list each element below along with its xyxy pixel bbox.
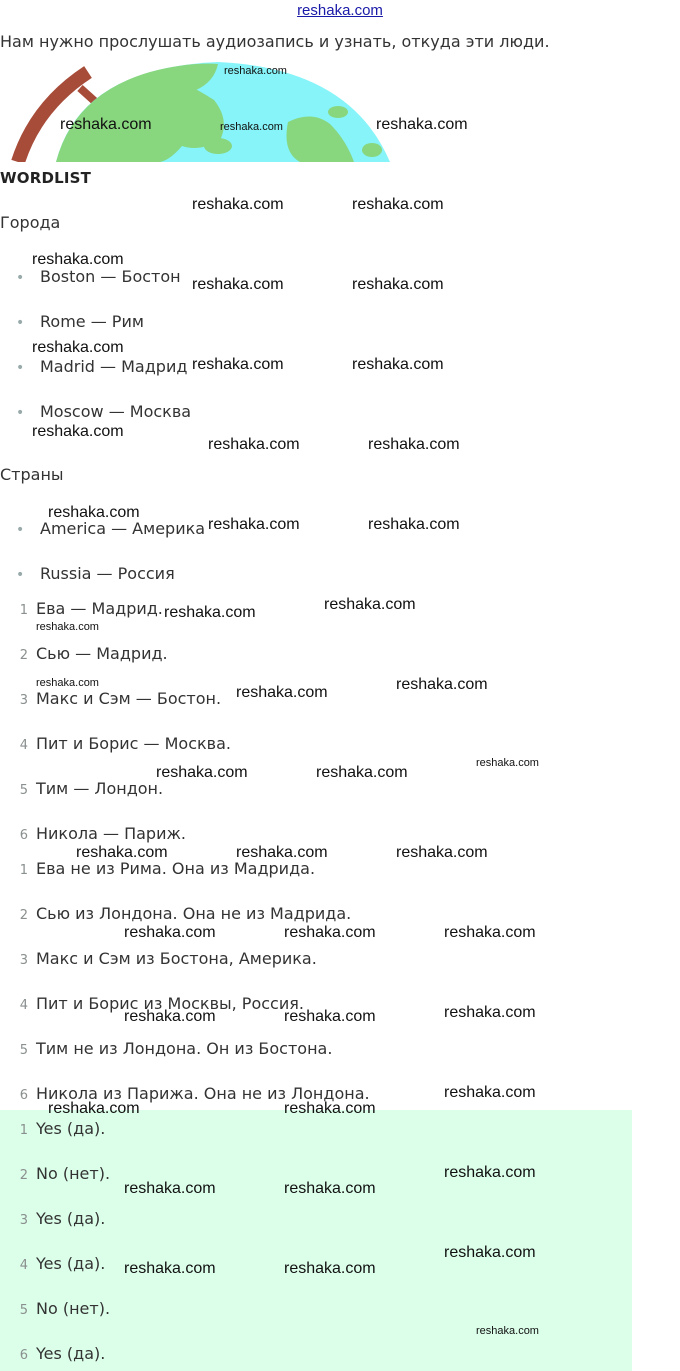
item-text: Макс и Сэм — Бостон.: [36, 689, 222, 708]
item-text: Yes (да).: [36, 1119, 106, 1138]
answer-1-item: [0, 779, 163, 798]
watermark: reshaka.com: [376, 116, 468, 133]
globe-illustration: [0, 60, 400, 162]
item-number: 6: [19, 1348, 28, 1363]
bullet-icon: •: [16, 270, 25, 286]
answer-1-item: [0, 824, 186, 843]
item-number: 2: [19, 648, 28, 663]
watermark: reshaka.com: [352, 196, 444, 213]
answer-1-item: [0, 599, 163, 618]
answer-3-item: [0, 1164, 110, 1183]
answer-3-item: [0, 1209, 105, 1228]
watermark: reshaka.com: [208, 436, 300, 453]
answer-3-item: [0, 1344, 105, 1363]
item-number: 1: [19, 603, 28, 618]
watermark: reshaka.com: [368, 436, 460, 453]
watermark: reshaka.com: [164, 604, 256, 621]
watermark: reshaka.com: [444, 1004, 536, 1021]
watermark: reshaka.com: [156, 764, 248, 781]
list-item: [16, 402, 191, 421]
list-item: [16, 267, 181, 286]
item-text: Yes (да).: [36, 1344, 106, 1363]
bullet-icon: •: [16, 360, 25, 376]
watermark: reshaka.com: [124, 1008, 216, 1025]
item-number: 2: [19, 908, 28, 923]
item-text: Макс и Сэм из Бостона, Америка.: [36, 949, 317, 968]
item-text: Yes (да).: [36, 1254, 106, 1273]
watermark: reshaka.com: [236, 684, 328, 701]
watermark: reshaka.com: [48, 1100, 140, 1117]
list-item: [16, 357, 187, 376]
watermark: reshaka.com: [368, 516, 460, 533]
item-text: Никола из Парижа. Она не из Лондона.: [36, 1084, 370, 1103]
item-text: Ева не из Рима. Она из Мадрида.: [36, 859, 316, 878]
item-number: 1: [19, 863, 28, 878]
city-entry: Boston — Бостон: [40, 267, 181, 286]
item-number: 5: [19, 783, 28, 798]
watermark: reshaka.com: [352, 276, 444, 293]
country-entry: Russia — Россия: [40, 564, 175, 583]
item-number: 4: [19, 1258, 28, 1273]
watermark: reshaka.com: [396, 844, 488, 861]
item-number: 1: [19, 1123, 28, 1138]
item-number: 4: [19, 738, 28, 753]
watermark: reshaka.com: [208, 516, 300, 533]
intro-text: Нам нужно прослушать аудиозапись и узнать, откуда эти люди.: [0, 32, 550, 51]
answer-3-item: [0, 1119, 105, 1138]
city-entry: Moscow — Москва: [40, 402, 192, 421]
watermark: reshaka.com: [36, 621, 99, 633]
answer-2-item: [0, 904, 351, 923]
watermark: reshaka.com: [444, 1244, 536, 1261]
watermark: reshaka.com: [444, 1164, 536, 1181]
answer-1-item: [0, 689, 221, 708]
watermark: reshaka.com: [76, 844, 168, 861]
answer-2-item: [0, 994, 304, 1013]
watermark: reshaka.com: [224, 65, 287, 77]
watermark: reshaka.com: [32, 251, 124, 268]
watermark: reshaka.com: [444, 924, 536, 941]
watermark: reshaka.com: [124, 1180, 216, 1197]
watermark: reshaka.com: [352, 356, 444, 373]
answers-highlight-panel: [0, 1110, 632, 1371]
item-text: Пит и Борис — Москва.: [36, 734, 231, 753]
bullet-icon: •: [16, 315, 25, 331]
watermark: reshaka.com: [32, 339, 124, 356]
item-number: 6: [19, 828, 28, 843]
watermark: reshaka.com: [284, 1008, 376, 1025]
item-text: Тим не из Лондона. Он из Бостона.: [36, 1039, 333, 1058]
watermark: reshaka.com: [324, 596, 416, 613]
item-number: 5: [19, 1303, 28, 1318]
country-entry: America — Америка: [40, 519, 206, 538]
item-number: 3: [19, 953, 28, 968]
item-text: No (нет).: [36, 1164, 111, 1183]
watermark: reshaka.com: [32, 423, 124, 440]
watermark: reshaka.com: [192, 196, 284, 213]
wordlist-title: WORDLIST: [0, 169, 92, 187]
answer-2-item: [0, 1039, 332, 1058]
city-entry: Madrid — Мадрид: [40, 357, 188, 376]
answer-2-item: [0, 859, 315, 878]
watermark: reshaka.com: [476, 757, 539, 769]
answer-1-item: [0, 644, 168, 663]
watermark: reshaka.com: [444, 1084, 536, 1101]
item-text: Никола — Париж.: [36, 824, 186, 843]
item-text: No (нет).: [36, 1299, 111, 1318]
watermark: reshaka.com: [316, 764, 408, 781]
city-entry: Rome — Рим: [40, 312, 144, 331]
watermark: reshaka.com: [284, 1260, 376, 1277]
list-item: [16, 312, 144, 331]
cities-heading: Города: [0, 213, 61, 232]
answer-3-item: [0, 1299, 110, 1318]
watermark: reshaka.com: [48, 504, 140, 521]
list-item: [16, 564, 175, 583]
watermark: reshaka.com: [396, 676, 488, 693]
item-text: Пит и Борис из Москвы, Россия.: [36, 994, 304, 1013]
watermark: reshaka.com: [236, 844, 328, 861]
watermark: reshaka.com: [60, 116, 152, 133]
item-text: Сью из Лондона. Она не из Мадрида.: [36, 904, 352, 923]
watermark: reshaka.com: [220, 121, 283, 133]
watermark: reshaka.com: [192, 276, 284, 293]
watermark: reshaka.com: [124, 924, 216, 941]
item-text: Сью — Мадрид.: [36, 644, 168, 663]
watermark: reshaka.com: [476, 1325, 539, 1337]
item-text: Тим — Лондон.: [36, 779, 164, 798]
item-text: Ева — Мадрид.: [36, 599, 163, 618]
watermark: reshaka.com: [36, 677, 99, 689]
countries-heading: Страны: [0, 465, 64, 484]
answer-1-item: [0, 734, 231, 753]
item-number: 6: [19, 1088, 28, 1103]
watermark: reshaka.com: [284, 1100, 376, 1117]
item-number: 3: [19, 693, 28, 708]
watermark: reshaka.com: [284, 924, 376, 941]
bullet-icon: •: [16, 567, 25, 583]
item-number: 3: [19, 1213, 28, 1228]
watermark: reshaka.com: [284, 1180, 376, 1197]
answer-3-item: [0, 1254, 105, 1273]
watermark: reshaka.com: [124, 1260, 216, 1277]
answer-2-item: [0, 949, 317, 968]
answer-2-item: [0, 1084, 370, 1103]
item-number: 2: [19, 1168, 28, 1183]
site-link[interactable]: reshaka.com: [297, 2, 383, 19]
bullet-icon: •: [16, 522, 25, 538]
list-item: [16, 519, 205, 538]
item-number: 5: [19, 1043, 28, 1058]
item-number: 4: [19, 998, 28, 1013]
globe-graphic: [56, 62, 390, 162]
watermark: reshaka.com: [192, 356, 284, 373]
item-text: Yes (да).: [36, 1209, 106, 1228]
bullet-icon: •: [16, 405, 25, 421]
